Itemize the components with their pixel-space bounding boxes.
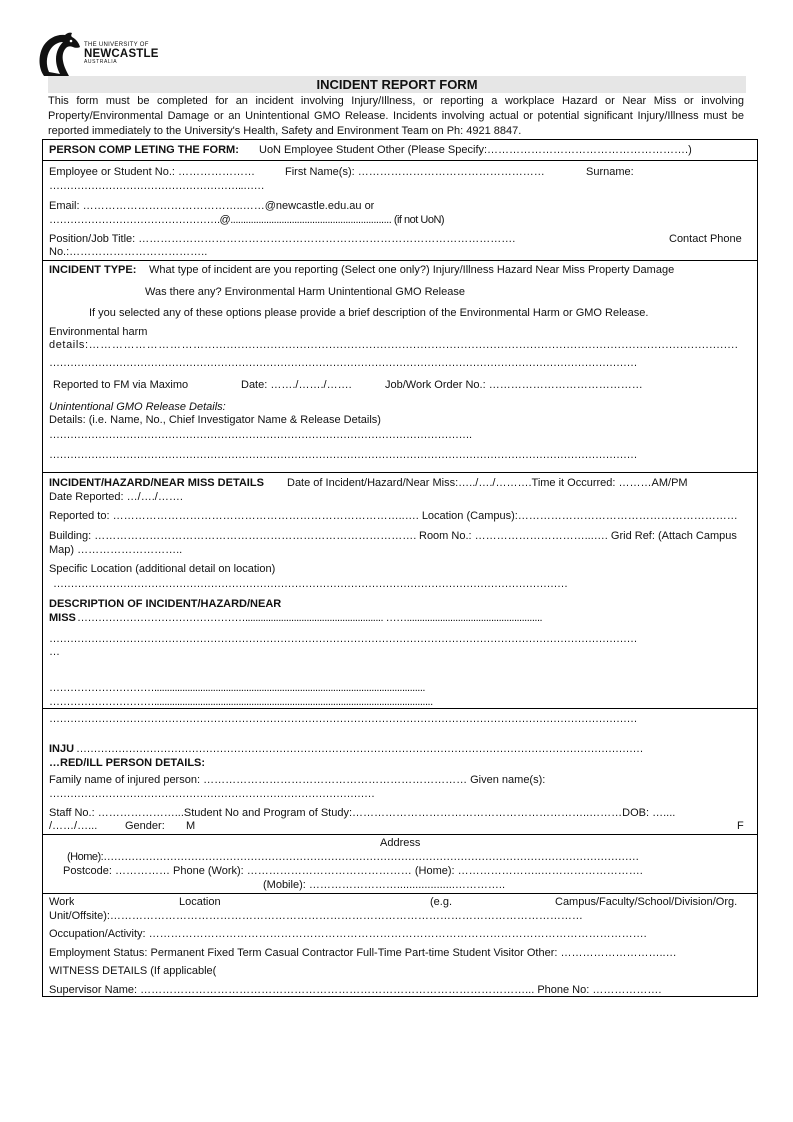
description-line-2[interactable]: … [49, 646, 60, 658]
university-logo [36, 32, 166, 80]
description-line-4[interactable]: …………………………............................................................................................................. [49, 696, 433, 708]
intro-paragraph: This form must be completed for an incident involving Injury/Illness, or reporting a workplace Hazard or Near Miss or involving Property/Environmental Damage or an Unintentional GMO Release. Incidents involving actual or potential significant Injury/Illness must be reported immediately to the University's Health, Safety and Environment Team on Ph: 4921 8847. [48, 95, 744, 137]
incident-type-label: INCIDENT TYPE: [49, 264, 137, 276]
gmo-details-label: Details: (i.e. Name, No., Chief Investigator Name & Release Details) [49, 414, 381, 426]
description-label-2: MISS [49, 612, 76, 624]
incident-form [42, 139, 758, 997]
description-instruction: If you selected any of these options please provide a brief description of the Environmental Harm or GMO Release. [89, 307, 649, 319]
environmental-details-line[interactable]: …………………………………………………………………………………………………………………………………………………… [49, 357, 637, 369]
date-reported-field[interactable]: Date Reported: …/…./……. [49, 491, 183, 503]
injured-heading-start: INJU [49, 743, 75, 755]
person-completing-options[interactable]: UoN Employee Student Other (Please Specify:……………………………………………….) [259, 144, 692, 156]
home-address-field[interactable]: (Home):……………………………………………………………………………………………………………………………………… [67, 851, 639, 863]
divider [43, 160, 757, 161]
gmo-details-field[interactable]: …………………………………………………………………………………………………………. [49, 429, 472, 441]
incident-type-options[interactable]: What type of incident are you reporting (Select one only?) Injury/Illness Hazard Near Miss Property Damage [149, 264, 675, 276]
work-location-field[interactable]: Unit/Offsite):………………………………………………………………………………………………………………… [49, 910, 583, 922]
logo-wordmark [84, 42, 159, 66]
injured-person-details-label: …RED/ILL PERSON DETAILS: [49, 757, 206, 769]
family-name-field[interactable]: Family name of injured person: ……………………………………………………………… Given name(s): [49, 774, 546, 786]
report-date-field[interactable]: Date: ……./……./……. [241, 379, 352, 391]
address-label: Address [380, 837, 421, 849]
description-line-1[interactable]: …………………………………………………………………………………………………………………………………………………… [49, 633, 637, 645]
map-field[interactable]: Map) ……………………….. [49, 544, 183, 556]
injury-top-line[interactable]: …………………………………………………………………………………………………………………………………………………… [49, 713, 637, 725]
employment-status-options[interactable]: Employment Status: Permanent Fixed Term Casual Contractor Full-Time Part-time Student Visitor Other: ………………………..… [49, 947, 677, 959]
specific-location-field[interactable]: ………………………………………………………………………………………………………………………………… [53, 578, 568, 590]
surname-label: Surname: [586, 166, 634, 178]
divider [43, 472, 757, 473]
witness-details-label: WITNESS DETAILS (If applicable( [49, 965, 217, 977]
email-alt-field[interactable]: ………………………………………….@............................................................... (if not UoN) [49, 214, 445, 226]
injured-heading-dots: ……………………………………………………………………………………………………………………………………………… [76, 743, 643, 755]
environmental-options[interactable]: Was there any? Environmental Harm Unintentional GMO Release [145, 286, 465, 298]
description-label: DESCRIPTION OF INCIDENT/HAZARD/NEAR [49, 598, 282, 610]
description-line-3[interactable]: ………………………….......................................................................................................... [49, 682, 425, 694]
incident-details-label: INCIDENT/HAZARD/NEAR MISS DETAILS [49, 477, 264, 489]
supervisor-field[interactable]: Supervisor Name: ……………………………………………………………………………………………... Phone No: ………………. [49, 984, 662, 996]
campus-label: Campus/Faculty/School/Division/Org. [555, 896, 738, 908]
divider [43, 834, 757, 835]
first-name-field[interactable]: First Name(s): …………………………………………… [285, 166, 545, 178]
form-title: INCIDENT REPORT FORM [316, 77, 478, 92]
location-label: Location [179, 896, 221, 908]
position-field[interactable]: Position/Job Title: …………………………………………………………………………………………. [49, 233, 516, 245]
gender-male-option[interactable]: M [186, 820, 196, 832]
horse-head-icon [36, 32, 82, 78]
contact-phone-label: Contact Phone [669, 233, 742, 245]
gender-label: Gender: [125, 820, 165, 832]
room-grid-field[interactable]: Room No.: …………………………...…. Grid Ref: (Attach Campus [419, 530, 737, 542]
gmo-details-line[interactable]: …………………………………………………………………………………………………………………………………………………… [49, 449, 637, 461]
employee-number-field[interactable]: Employee or Student No.: ………………… [49, 166, 256, 178]
given-name-field[interactable]: ………………………………………………………………………………… [49, 788, 375, 800]
logo-line-2: NEWCASTLE [84, 48, 159, 61]
environmental-details-field[interactable]: details:………………………….................................................................................................................................................. [49, 339, 739, 351]
divider [43, 893, 757, 894]
job-order-field[interactable]: Job/Work Order No.: …………………………………… [385, 379, 643, 391]
person-completing-label: PERSON COMP LETING THE FORM: [49, 144, 239, 156]
postcode-phone-field[interactable]: Postcode: …………… Phone (Work): ……………………………………… (Home): …………………..………………………. [63, 865, 643, 877]
phone-field[interactable]: No.:……………………………….. [49, 246, 208, 258]
dob-continued-field[interactable]: /……/…... [49, 820, 98, 832]
staff-student-dob-field[interactable]: Staff No.: …………………...Student No and Program of Study:………………………………………………………..………DOB: ….... [49, 807, 676, 819]
incident-date-time-field[interactable]: Date of Incident/Hazard/Near Miss:…../…./……….Time it Occurred: ………AM/PM [287, 477, 688, 489]
mobile-field[interactable]: (Mobile): ……………………...................………….. [263, 879, 506, 891]
logo-line-3: AUSTRALIA [84, 59, 118, 66]
divider [43, 708, 757, 709]
reported-to-field[interactable]: Reported to: ……………………………………………………………………..…. Location (Campus):…………………………………………………… [49, 510, 738, 522]
building-field[interactable]: Building: ……………………………………………………………………………. [49, 530, 417, 542]
work-label: Work [49, 896, 75, 908]
specific-location-label: Specific Location (additional detail on location) [49, 563, 276, 575]
description-field[interactable]: …………………………………………...................................................... ……..................................................... [77, 612, 543, 624]
surname-field[interactable]: ………………………………………………..…… [49, 180, 265, 192]
divider [43, 260, 757, 261]
email-field[interactable]: Email: ……………………………………..……@newcastle.edu.au or [49, 200, 375, 212]
environmental-harm-label: Environmental harm [49, 326, 148, 338]
eg-label: (e.g. [430, 896, 453, 908]
gender-female-option[interactable]: F [737, 820, 744, 832]
occupation-field[interactable]: Occupation/Activity: ………………………………………………………………………………………………………………………. [49, 928, 647, 940]
logo-line-1: THE UNIVERSITY OF [84, 42, 149, 48]
gmo-release-heading: Unintentional GMO Release Details: [49, 401, 226, 413]
reported-fm-option[interactable]: Reported to FM via Maximo [53, 379, 189, 391]
